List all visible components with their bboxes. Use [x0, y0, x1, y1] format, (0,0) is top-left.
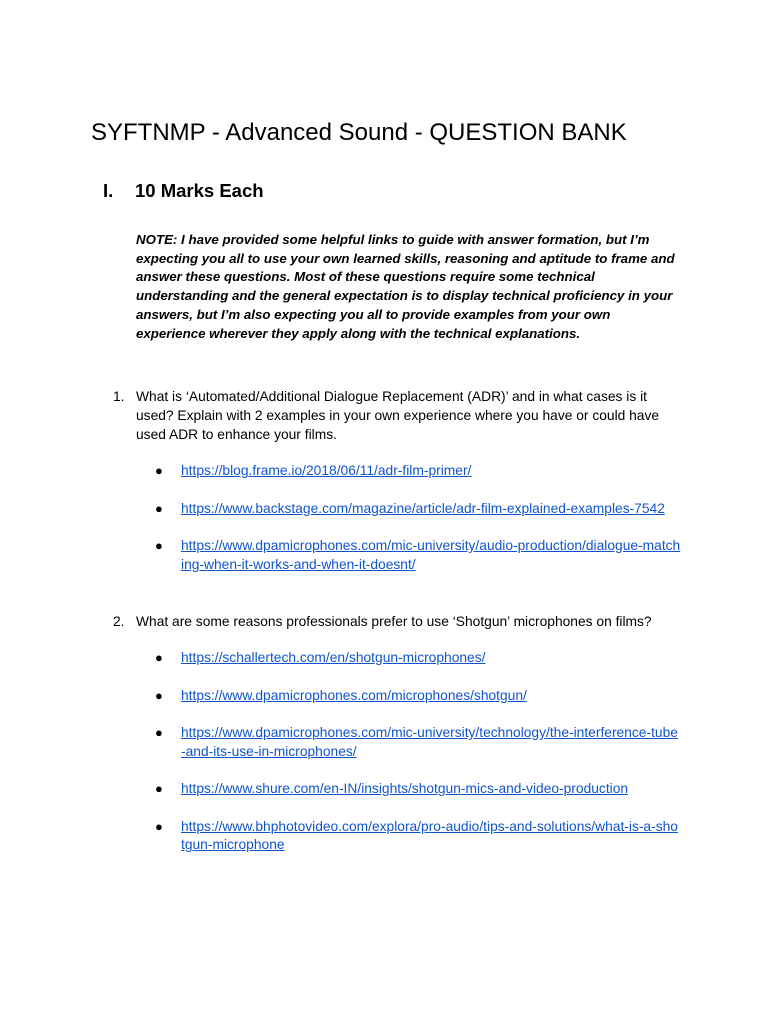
reference-link[interactable]: https://blog.frame.io/2018/06/11/adr-film-primer/	[181, 463, 472, 478]
reference-link[interactable]: https://www.backstage.com/magazine/article/adr-film-explained-examples-7542	[181, 500, 665, 516]
link-item	[155, 687, 695, 706]
section-numeral: I.	[103, 180, 114, 201]
bullet-icon: ●	[155, 818, 163, 834]
reference-link[interactable]: https://www.dpamicrophones.com/mic-university/audio-production/dialogue-matching-when-it-works-and-when-it-doesnt/	[181, 538, 681, 572]
bullet-icon: ●	[155, 463, 163, 478]
question-2	[113, 612, 673, 631]
bullet-icon: ●	[155, 650, 163, 665]
bullet-icon: ●	[155, 538, 163, 553]
link-item	[155, 780, 695, 799]
section-heading	[103, 179, 264, 203]
bullet-icon: ●	[155, 500, 163, 516]
link-item	[155, 537, 695, 574]
reference-link[interactable]: https://www.shure.com/en-IN/insights/shotgun-mics-and-video-production	[181, 781, 629, 796]
reference-link[interactable]: https://www.dpamicrophones.com/mic-university/technology/the-interference-tube-and-its-use-in-microphones/	[181, 725, 678, 759]
bullet-icon: ●	[155, 781, 163, 796]
question-1	[113, 387, 673, 444]
question-text: What are some reasons professionals prefer to use ‘Shotgun’ microphones on films?	[136, 614, 652, 629]
link-item	[155, 724, 695, 761]
bullet-icon: ●	[155, 687, 163, 703]
question-1-links	[155, 462, 695, 593]
link-item	[155, 500, 695, 519]
link-item	[155, 649, 695, 668]
question-number: 2.	[113, 614, 125, 629]
bullet-icon: ●	[155, 725, 163, 740]
document-title: SYFTNMP - Advanced Sound - QUESTION BANK	[91, 119, 627, 146]
reference-link[interactable]: https://www.dpamicrophones.com/microphones/shotgun/	[181, 687, 527, 703]
reference-link[interactable]: https://schallertech.com/en/shotgun-microphones/	[181, 650, 486, 665]
question-text: What is ‘Automated/Additional Dialogue Replacement (ADR)’ and in what cases is it used? Explain with 2 examples in your own experience where you have or could have used ADR to enhance your films.	[136, 389, 660, 442]
question-number: 1.	[113, 389, 125, 404]
reference-link[interactable]: https://www.bhphotovideo.com/explora/pro-audio/tips-and-solutions/what-is-a-shotgun-microphone	[181, 818, 678, 852]
section-heading-text: 10 Marks Each	[135, 180, 264, 201]
instructor-note: NOTE: I have provided some helpful links to guide with answer formation, but I’m expecting you all to use your own learned skills, reasoning and aptitude to frame and answer these questions. Most of these questions require some technical understanding and the general expectation is to display technical proficiency in your answers, but I’m also expecting you all to provide examples from your own experience wherever they apply along with the technical explanations.	[136, 232, 675, 341]
link-item	[155, 462, 695, 481]
link-item	[155, 818, 695, 855]
question-2-links	[155, 649, 695, 874]
